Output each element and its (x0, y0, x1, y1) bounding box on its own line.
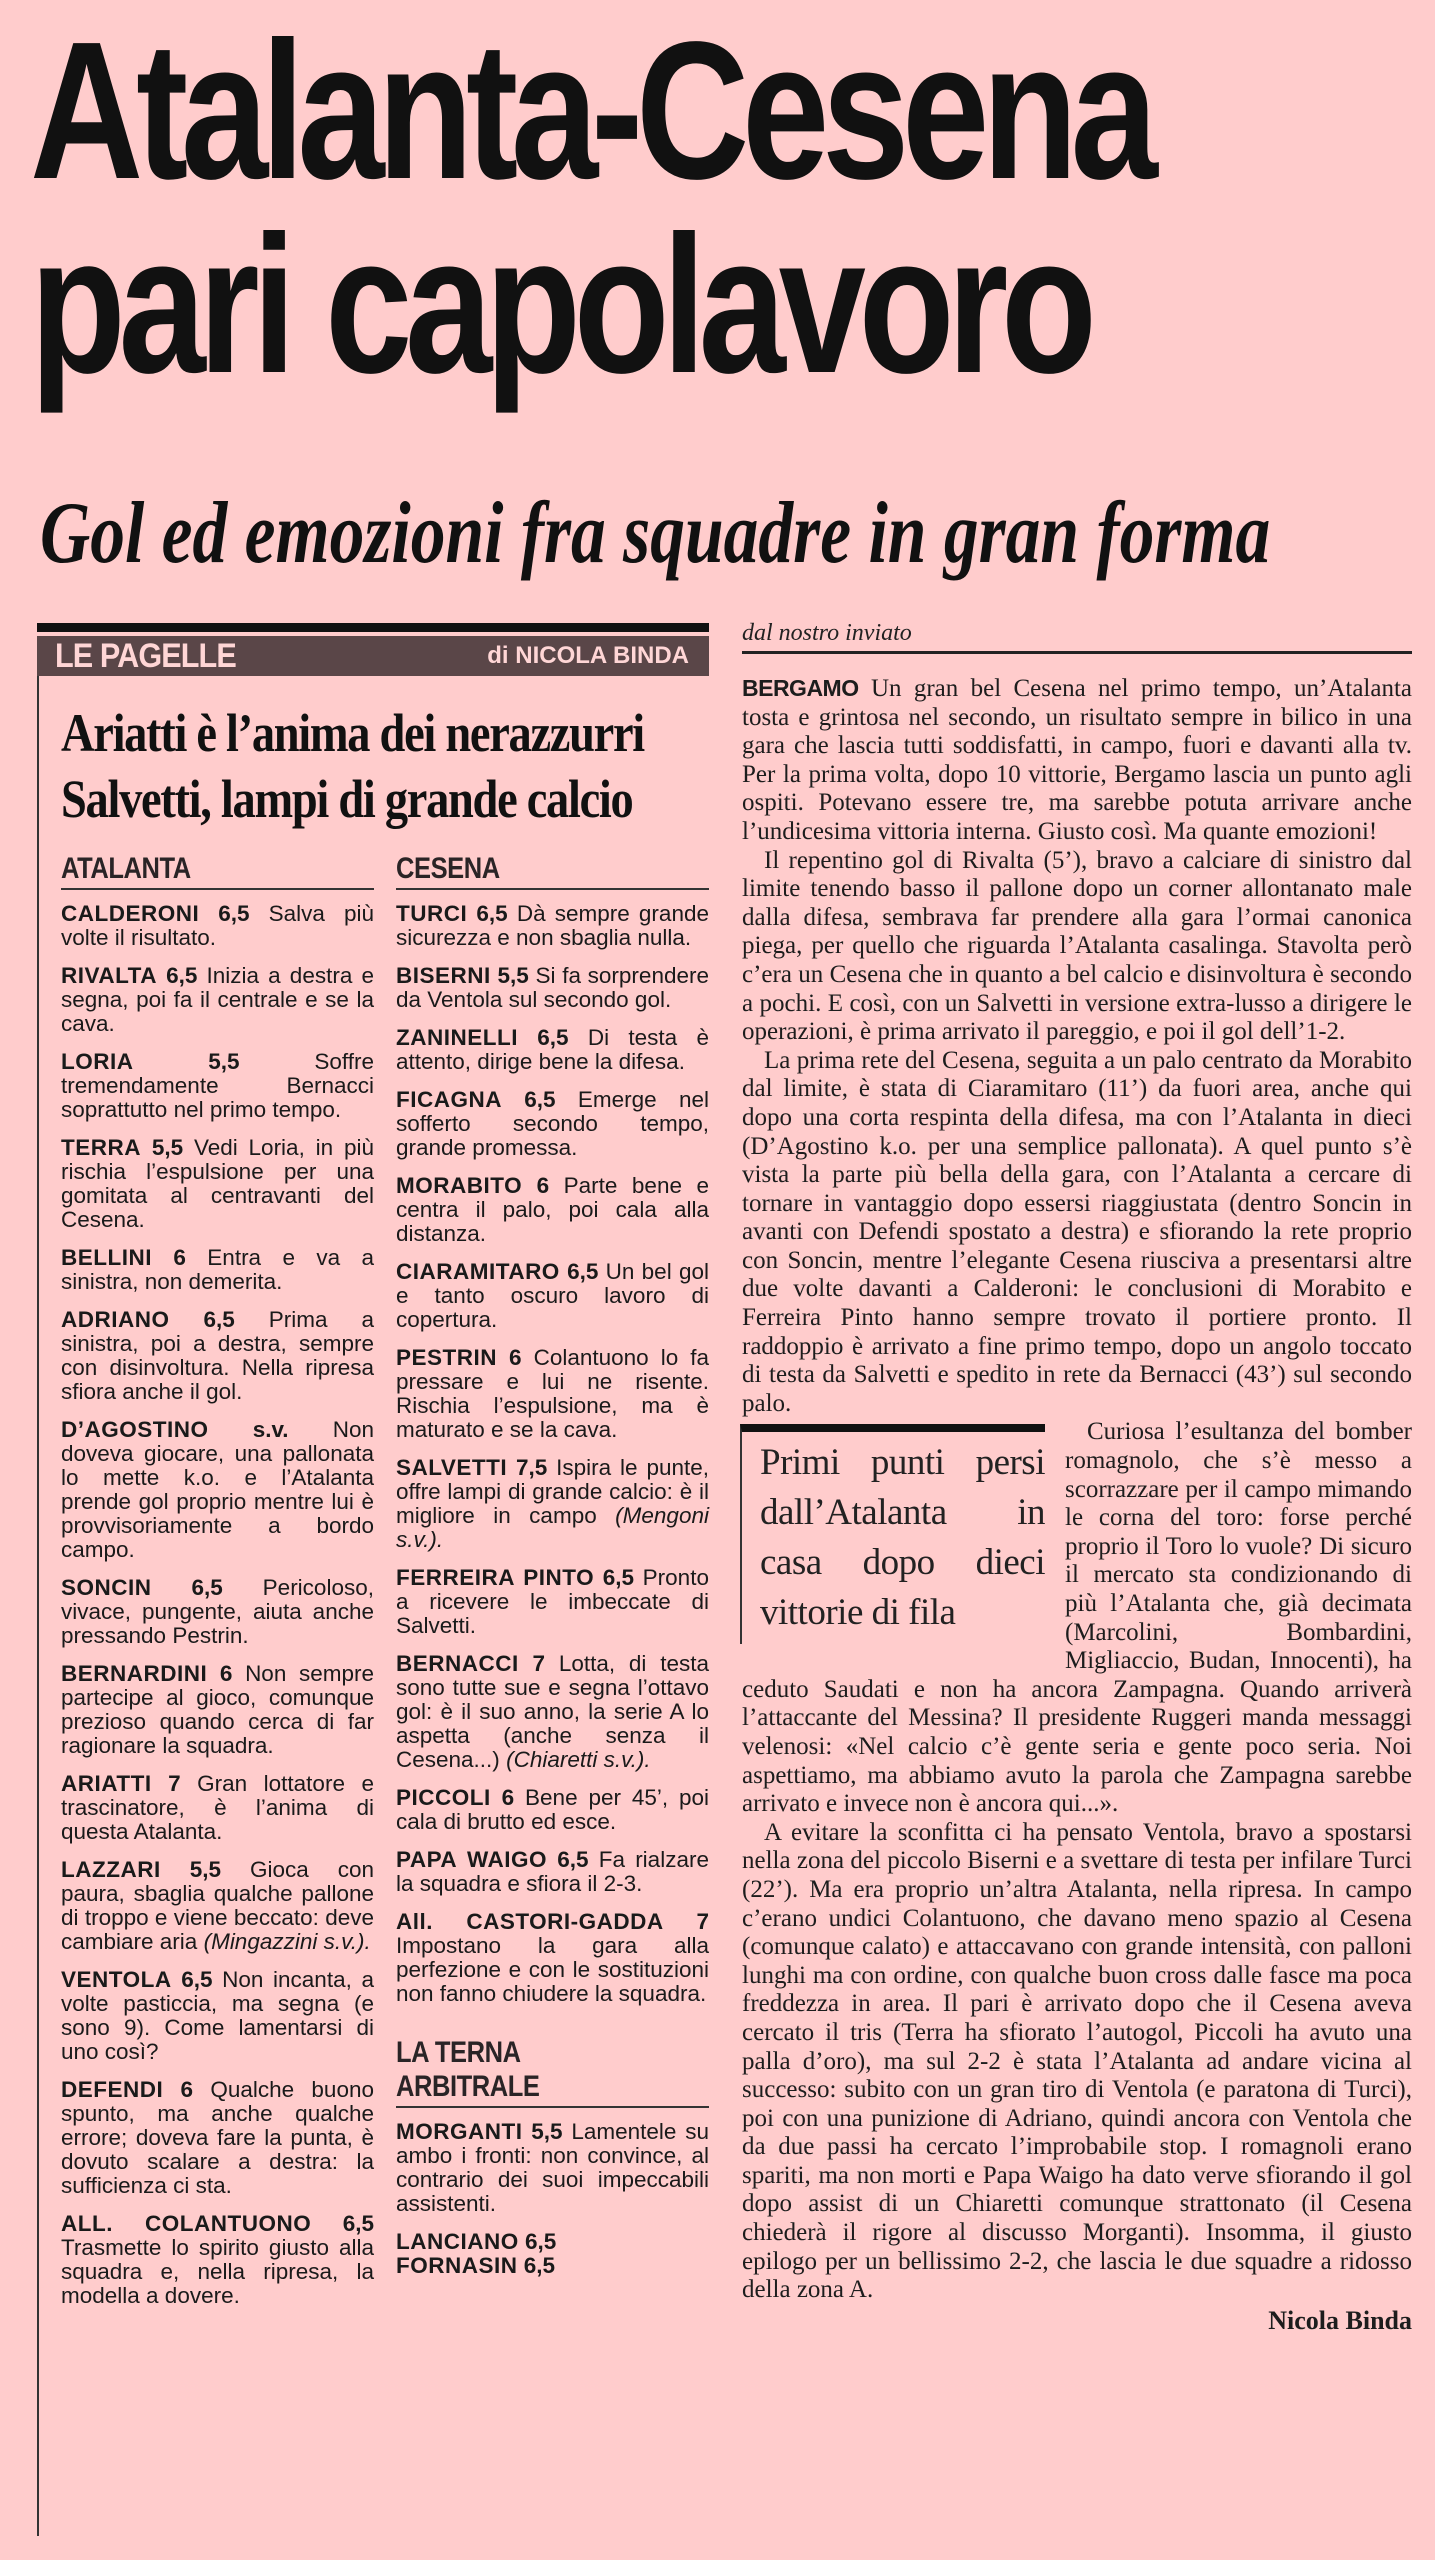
pagelle-frame (37, 676, 709, 2536)
player-name: LANCIANO (396, 2229, 519, 2254)
pagelle-headline-line-2: Salvetti, lampi di grande calcio (61, 769, 633, 829)
rating-entry (396, 1174, 709, 1246)
player-name: CIARAMITARO (396, 1259, 560, 1284)
player-name: PICCOLI (396, 1785, 491, 1810)
rating-comment: Non incanta, a volte pasticcia, ma segna (e sono 9). Come lamentarsi di uno così? (61, 1967, 374, 2064)
pagelle-headline-line-1: Ariatti è l’anima dei nerazzurri (61, 703, 644, 763)
rating-entry (396, 1910, 709, 2006)
rating-comment: Qualche buono spunto, ma anche qualche errore; doveva fare la punta, è dovuto scalare a destra: la sufficienza ci sta. (61, 2077, 374, 2198)
rating-comment: Prima a sinistra, poi a destra, sempre con disinvoltura. Nella ripresa sfiora anche il gol. (61, 1307, 374, 1404)
player-rating: 6,5 (218, 901, 250, 926)
rating-entry (61, 1246, 374, 1294)
rating-comment: Salva più volte il risultato. (61, 901, 374, 950)
pagelle-band (37, 636, 709, 676)
rating-entry (396, 2120, 709, 2216)
player-rating: 6,5 (342, 2211, 374, 2236)
player-rating: 6,5 (557, 1847, 589, 1872)
rating-entry (396, 2254, 709, 2278)
player-name: ARIATTI (61, 1771, 152, 1796)
pagelle-top-rule (37, 623, 709, 632)
player-rating: 7 (532, 1651, 546, 1676)
rating-comment: Un bel gol e tanto oscuro lavoro di copertura. (396, 1259, 709, 1332)
rating-comment: Trasmette lo spirito giusto alla squadra e, nella ripresa, la modella a dovere. (61, 2235, 374, 2308)
player-name: BELLINI (61, 1245, 152, 1270)
cesena-ratings-list (396, 902, 709, 2006)
player-name: FERREIRA PINTO (396, 1565, 595, 1590)
rating-comment: Si fa sorprendere da Ventola sul secondo gol. (396, 963, 709, 1012)
rating-comment: Colantuono lo fa pressare e lui ne risente. Rischia l’espulsione, ma è maturato e se la cava. (396, 1345, 709, 1442)
player-rating: 6,5 (525, 2229, 557, 2254)
rating-comment: Lamentele su ambo i fronti: non convince, al contrario dei suoi impeccabili assistenti. (396, 2119, 709, 2216)
rating-entry (396, 1652, 709, 1772)
article-paragraph: A evitare la sconfitta ci ha pensato Ventola, bravo a spostarsi nella zona del piccolo Biserni e a svettare di testa per infilare Turci (22’). Ma era proprio un’altra Atalanta, nella ripresa. In campo c’erano undici Colantuono, che davano meno spazio al Cesena (comunque calato) e attaccavano con grande intensità, con palloni lunghi ma con ordine, con qualche buon cross dalle fasce ma poca freddezza in area. Il pari è arrivato dopo che il Cesena aveva cercato il tris (Terra ha sfiorato l’autogol, Piccoli ha avuto una palla d’oro), ma sul 2-2 è stata l’Atalanta ad andare vicina al successo: subito con un gran tiro di Ventola (e paratona di Turci), poi con una punizione di Adriano, quindi ancora con Ventola che da due passi ha cercato l’improbabile stop. I romagnoli erano spariti, ma non morti e Papa Waigo ha dato verve sfiorando il gol dopo assist di un Chiaretti comunque strattonato (il Cesena chiederà il rigore al discusso Morganti). Insomma, il giusto epilogo per un bellissimo 2-2, che lascia le due squadre a ridosso della zona A. (742, 1818, 1412, 2304)
rating-entry (61, 1308, 374, 1404)
pagelle-byline: di NICOLA BINDA (487, 642, 689, 669)
rating-entry (396, 1786, 709, 1834)
terna-section (396, 2036, 709, 2278)
rating-entry (396, 1260, 709, 1332)
rating-entry (396, 902, 709, 950)
team-header-atalanta: ATALANTA (61, 852, 374, 890)
player-name: RIVALTA (61, 963, 157, 988)
rating-comment: Entra e va a sinistra, non demerita. (61, 1245, 374, 1294)
rating-entry (61, 2078, 374, 2198)
headline-line-1: Atalanta-Cesena (30, 1, 1151, 220)
rating-entry (61, 1136, 374, 1232)
pagelle-headline (61, 676, 644, 832)
player-name: FORNASIN (396, 2253, 518, 2278)
rating-entry (61, 2212, 374, 2308)
rating-comment: Non sempre partecipe al gioco, comunque prezioso quando cerca di far ragionare la squadra. (61, 1661, 374, 1758)
match-report (742, 620, 1412, 2335)
player-rating: 7,5 (515, 1455, 548, 1480)
player-name: SONCIN (61, 1575, 152, 1600)
main-headline (30, 1, 1151, 414)
rating-entry (396, 1456, 709, 1552)
article-paragraph: La prima rete del Cesena, seguita a un palo centrato da Morabito dal limite, è stata di Ciaramitaro (11’) da fuori area, anche qui dopo una corta respinta della difesa, ma con l’Atalanta in dieci (D’Agostino k.o. per una semplice pallonata). A quel punto s’è vista la parte più bella della gara, con l’Atalanta a cercare di tornare in vantaggio dopo essersi riaggiustata (dentro Soncin in avanti con Defendi spostato a destra) e sfiorando la rete proprio con Soncin, mentre l’elegante Cesena riusciva a presentarsi altre due volte davanti a Calderoni: le conclusioni di Morabito e Ferreira Pinto hanno sempre trovato il portiere pronto. Il raddoppio è arrivato a fine primo tempo, dopo un angolo toccato di testa da Salvetti e spedito in rete da Bernacci (43’) sul secondo palo. (742, 1046, 1412, 1417)
rating-comment: Parte bene e centra il palo, poi cala alla distanza. (396, 1173, 709, 1246)
rating-comment: Impostano la gara alla perfezione e con le sostituzioni non fanno chiudere la squadra. (396, 1933, 709, 2006)
substitute-note: (Chiaretti s.v.). (506, 1747, 651, 1772)
player-name: D’AGOSTINO (61, 1417, 209, 1442)
player-rating: 5,5 (189, 1857, 221, 1882)
rating-comment: Gran lottatore e trascinatore, è l’anima di questa Atalanta. (61, 1771, 374, 1844)
terna-ratings-list (396, 2120, 709, 2278)
player-name: MORGANTI (396, 2119, 523, 2144)
rating-entry (61, 1662, 374, 1758)
article-body (742, 674, 1412, 2335)
player-rating: 6,5 (191, 1575, 223, 1600)
player-rating: 6,5 (166, 963, 198, 988)
player-rating: 6,5 (203, 1307, 235, 1332)
player-name: BERNACCI (396, 1651, 519, 1676)
substitute-note: (Mingazzini s.v.). (203, 1929, 371, 1954)
player-rating: 6 (173, 1245, 186, 1270)
player-rating: 6 (536, 1173, 550, 1198)
rating-entry (396, 1566, 709, 1638)
rating-entry (61, 902, 374, 950)
rating-comment: Soffre tremendamente Bernacci soprattutto nel primo tempo. (61, 1049, 374, 1122)
player-name: BERNARDINI (61, 1661, 208, 1686)
player-rating: 7 (168, 1771, 181, 1796)
rating-entry (61, 1418, 374, 1562)
pull-quote: Primi punti persi dall’Atalanta in casa dopo dieci vittorie di fila (740, 1424, 1045, 1644)
substitute-note: (Mengoni s.v.). (396, 1503, 709, 1552)
player-name: VENTOLA (61, 1967, 172, 1992)
rating-comment: Inizia a destra e segna, poi fa il centrale e se la cava. (61, 963, 374, 1036)
player-name: TURCI (396, 901, 468, 926)
player-rating: 6,5 (476, 901, 508, 926)
atalanta-ratings-list (61, 902, 374, 2308)
headline-line-2: pari capolavoro (30, 195, 1090, 414)
rating-comment: Dà sempre grande sicurezza e non sbaglia nulla. (396, 901, 709, 950)
rating-entry (61, 1968, 374, 2064)
rating-entry (396, 1088, 709, 1160)
rating-entry (61, 964, 374, 1036)
rating-entry (61, 1858, 374, 1954)
player-name: FICAGNA (396, 1087, 502, 1112)
rating-comment: Ispira le punte, offre lampi di grande calcio: è il migliore in campo (396, 1455, 709, 1528)
terna-header: LA TERNA ARBITRALE (396, 2036, 709, 2108)
rating-comment: Pericoloso, vivace, pungente, aiuta anche pressando Pestrin. (61, 1575, 374, 1648)
article-dateline: BERGAMO (742, 675, 859, 701)
player-rating: 5,5 (497, 963, 529, 988)
player-rating: 5,5 (151, 1135, 184, 1160)
player-name: ALL. COLANTUONO (61, 2211, 312, 2236)
rating-entry (61, 1772, 374, 1844)
article-paragraph: BERGAMO Un gran bel Cesena nel primo tempo, un’Atalanta tosta e grintosa nel secondo, un risultato sempre in bilico in una gara che lascia tutti soddisfatti, in campo, fuori e davanti alla tv. Per la prima volta, dopo 10 vittorie, Bergamo lascia un punto agli ospiti. Potevano essere tre, ma sarebbe potuta arrivare anche l’undicesima vittoria interna. Giusto così. Ma quante emozioni! (742, 675, 1413, 845)
player-name: All. CASTORI-GADDA (396, 1909, 664, 1934)
player-rating: 6,5 (602, 1565, 635, 1590)
rating-entry (396, 2230, 709, 2254)
player-name: DEFENDI (61, 2077, 164, 2102)
team-header-cesena: CESENA (396, 852, 709, 890)
rating-comment: Di testa è attento, dirige bene la difesa. (396, 1025, 709, 1074)
player-rating: 7 (696, 1909, 709, 1934)
player-rating: 6 (501, 1785, 515, 1810)
pagelle-title: LE PAGELLE (55, 636, 236, 675)
player-name: LORIA (61, 1049, 134, 1074)
player-rating: 6 (219, 1661, 233, 1686)
rating-entry (396, 964, 709, 1012)
player-name: MORABITO (396, 1173, 523, 1198)
player-name: PESTRIN (396, 1345, 498, 1370)
rating-comment: Vedi Loria, in più rischia l’espulsione per una gomitata al centravanti del Cesena. (61, 1135, 374, 1232)
player-rating: 6,5 (524, 1087, 556, 1112)
player-rating: 6,5 (567, 1259, 599, 1284)
author-signature: Nicola Binda (1268, 2305, 1412, 2335)
rating-entry (396, 1848, 709, 1896)
article-paragraph: Primi punti persi dall’Atalanta in casa dopo dieci vittorie di fila Curiosa l’esultanza del bomber romagnolo, che s’è messo a scorrazzare per il campo mimando le corna del toro: forse perché proprio il Toro lo vuole? Di sicuro il mercato sta condizionando di più l’Atalanta che, già decimata (Marcolini, Bombardini, Migliaccio, Budan, Innocenti), ha ceduto Saudati e non ha ancora Zampagna. Quando arriverà l’attaccante del Messina? Il presidente Ruggeri manda messaggi velenosi: «Nel calcio c’è gente seria e gente poco seria. Noi aspettiamo, ma abbiamo avuto la parola che Zampagna sarebbe arrivato e invece non è ancora qui...». (742, 1418, 1412, 1818)
player-rating: 6,5 (537, 1025, 569, 1050)
article-paragraph: Il repentino gol di Rivalta (5’), bravo a calciare di sinistro dal limite tenendo basso il pallone dopo un corner allontanato male dalla difesa, sembrava far prendere alla gara l’ormai canonica piega, per quello che riguarda l’Atalanta casalinga. Stavolta però c’era un Cesena che in quanto a bel calcio e disinvoltura è secondo a pochi. E così, con un Salvetti in versione extra-lusso a dirigere le operazioni, è prima arrivato il pareggio, e poi il gol dell’1-2. (742, 846, 1412, 1046)
pagelle-box (37, 623, 709, 2543)
player-name: TERRA (61, 1135, 141, 1160)
subtitle: Gol ed emozioni fra squadre in gran forma (40, 485, 1271, 582)
player-rating: s.v. (252, 1417, 289, 1442)
cesena-column (396, 852, 709, 2322)
rating-comment: Lotta, di testa sono tutte sue e segna l’ottavo gol: è il suo anno, la serie A lo aspetta (anche senza il Cesena...) (396, 1651, 709, 1772)
player-rating: 5,5 (208, 1049, 240, 1074)
player-name: BISERNI (396, 963, 491, 988)
player-rating: 6 (180, 2077, 194, 2102)
rating-comment: Non doveva giocare, una pallonata lo mette k.o. e l’Atalanta prende gol proprio mentre lui è provvisoriamente a bordo campo. (61, 1417, 374, 1562)
rating-entry (61, 1050, 374, 1122)
player-rating: 5,5 (531, 2119, 563, 2144)
atalanta-column (61, 852, 374, 2322)
article-kicker: dal nostro inviato (742, 620, 1412, 654)
rating-comment: Emerge nel sofferto secondo tempo, grande promessa. (396, 1087, 709, 1160)
player-name: PAPA WAIGO (396, 1847, 548, 1872)
player-name: ADRIANO (61, 1307, 170, 1332)
rating-entry (61, 1576, 374, 1648)
player-rating: 6,5 (181, 1967, 213, 1992)
rating-comment: Gioca con paura, sbaglia qualche pallone di troppo e viene beccato: deve cambiare aria (61, 1857, 374, 1954)
player-name: CALDERONI (61, 901, 200, 926)
player-name: LAZZARI (61, 1857, 161, 1882)
rating-entry (396, 1346, 709, 1442)
rating-entry (396, 1026, 709, 1074)
rating-comment: Pronto a ricevere le imbeccate di Salvetti. (396, 1565, 709, 1638)
player-rating: 6 (509, 1345, 522, 1370)
rating-comment: Fa rialzare la squadra e sfiora il 2-3. (396, 1847, 709, 1896)
player-name: SALVETTI (396, 1455, 508, 1480)
player-name: ZANINELLI (396, 1025, 518, 1050)
player-rating: 6,5 (523, 2253, 556, 2278)
rating-comment: Bene per 45’, poi cala di brutto ed esce. (396, 1785, 709, 1834)
